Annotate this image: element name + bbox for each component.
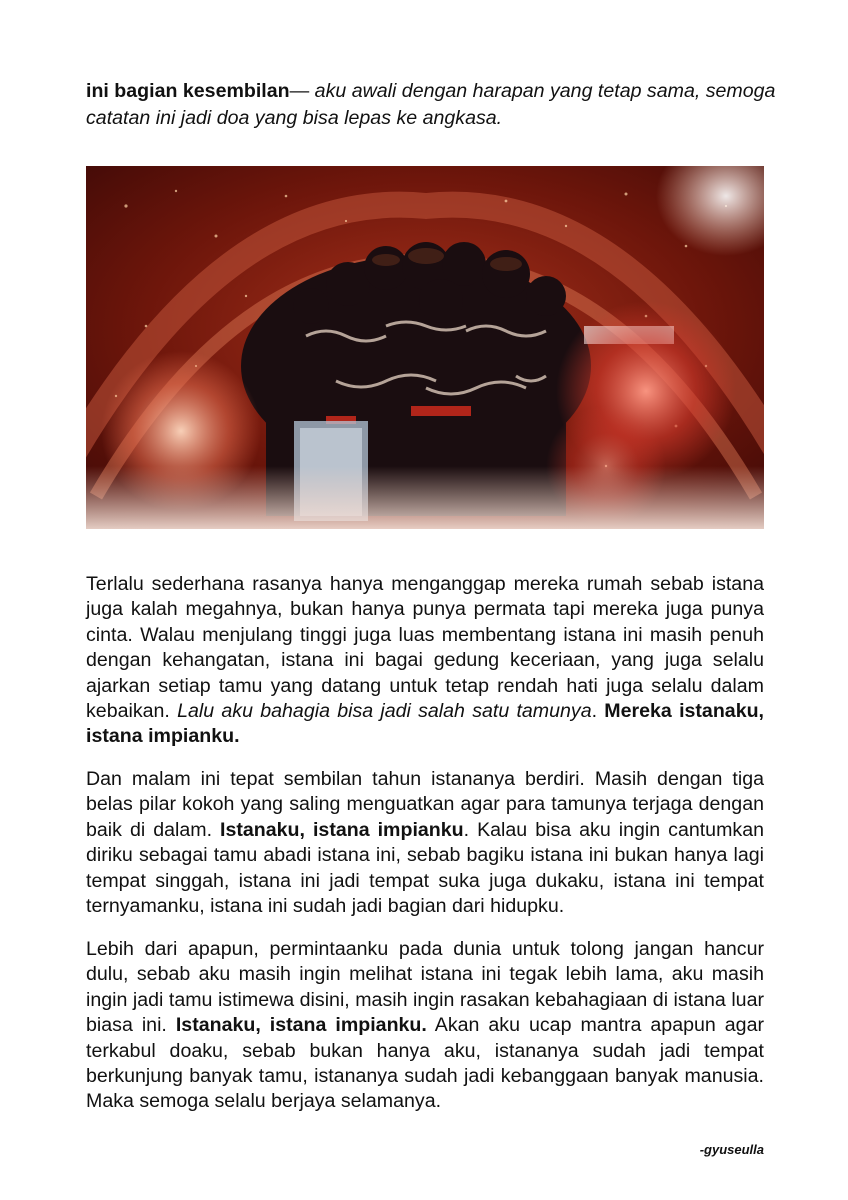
paragraph-3 bbox=[86, 937, 764, 1115]
paragraph-1-bold: Mereka istanaku, istana impianku. bbox=[86, 700, 765, 748]
paragraph-3-text-after: Akan aku ucap mantra apapun agar terkabul doaku, sebab bukan hanya aku, istananya sudah jadi tempat berkunjung banyak tamu, istananya sudah jadi kebanggaan banyak manusia. Maka semoga selalu berjaya selamanya. bbox=[86, 1014, 764, 1113]
paragraph-2-text-before: Dan malam ini tepat sembilan tahun istananya berdiri. Masih dengan tiga belas pilar kokoh yang saling menguatkan agar para tamunya terjaga dengan baik di dalam. bbox=[86, 768, 764, 841]
paragraph-2-bold: Istanaku, istana impianku bbox=[220, 818, 464, 841]
intro-text bbox=[86, 78, 776, 132]
paragraph-3-text-before: Lebih dari apapun, permintaanku pada dunia untuk tolong jangan hancur dulu, sebab aku masih ingin melihat istana ini tegak lebih lama, aku masih ingin jadi tamu istimewa disini, masih ingin rasakan kebahagiaan di istana luar biasa ini. bbox=[86, 938, 764, 1037]
paragraph-1-text: Terlalu sederhana rasanya hanya menganggap mereka rumah sebab istana juga kalah megahnya, bukan hanya punya permata tapi mereka juga punya cinta. Walau menjulang tinggi juga luas membentang istana ini masih penuh dengan kehangatan, istana ini bagai gedung keceriaan, yang juga selalu ajarkan setiap tamu yang datang untuk tetap rendah hati juga selalu dalam kebaikan. bbox=[86, 573, 764, 723]
paragraph-2 bbox=[86, 767, 764, 919]
paragraph-1-italic: Lalu aku bahagia bisa jadi salah satu tamunya bbox=[177, 700, 592, 723]
paragraph-3-bold: Istanaku, istana impianku. bbox=[175, 1014, 427, 1037]
paragraph-2-text-after: . Kalau bisa aku ingin cantumkan diriku sebagai tamu abadi istana ini, sebab bagiku istana ini bukan hanya lagi tempat singgah, istana ini jadi tempat suka juga dukaku, istana ini tempat ternyamanku, istana ini sudah jadi bagian dari hidupku. bbox=[86, 818, 764, 918]
author-signature: -gyuseulla bbox=[699, 1142, 764, 1157]
group-hug-photo bbox=[86, 166, 764, 529]
photo-illustration bbox=[86, 166, 764, 529]
intro-bold: ini bagian kesembilan bbox=[86, 80, 290, 102]
intro-dash: — bbox=[289, 80, 315, 102]
paragraph-1 bbox=[86, 572, 764, 750]
paragraph-1-period: . bbox=[591, 700, 605, 723]
intro-italic: aku awali dengan harapan yang tetap sama, semoga catatan ini jadi doa yang bisa lepas ke angkasa. bbox=[86, 80, 776, 129]
